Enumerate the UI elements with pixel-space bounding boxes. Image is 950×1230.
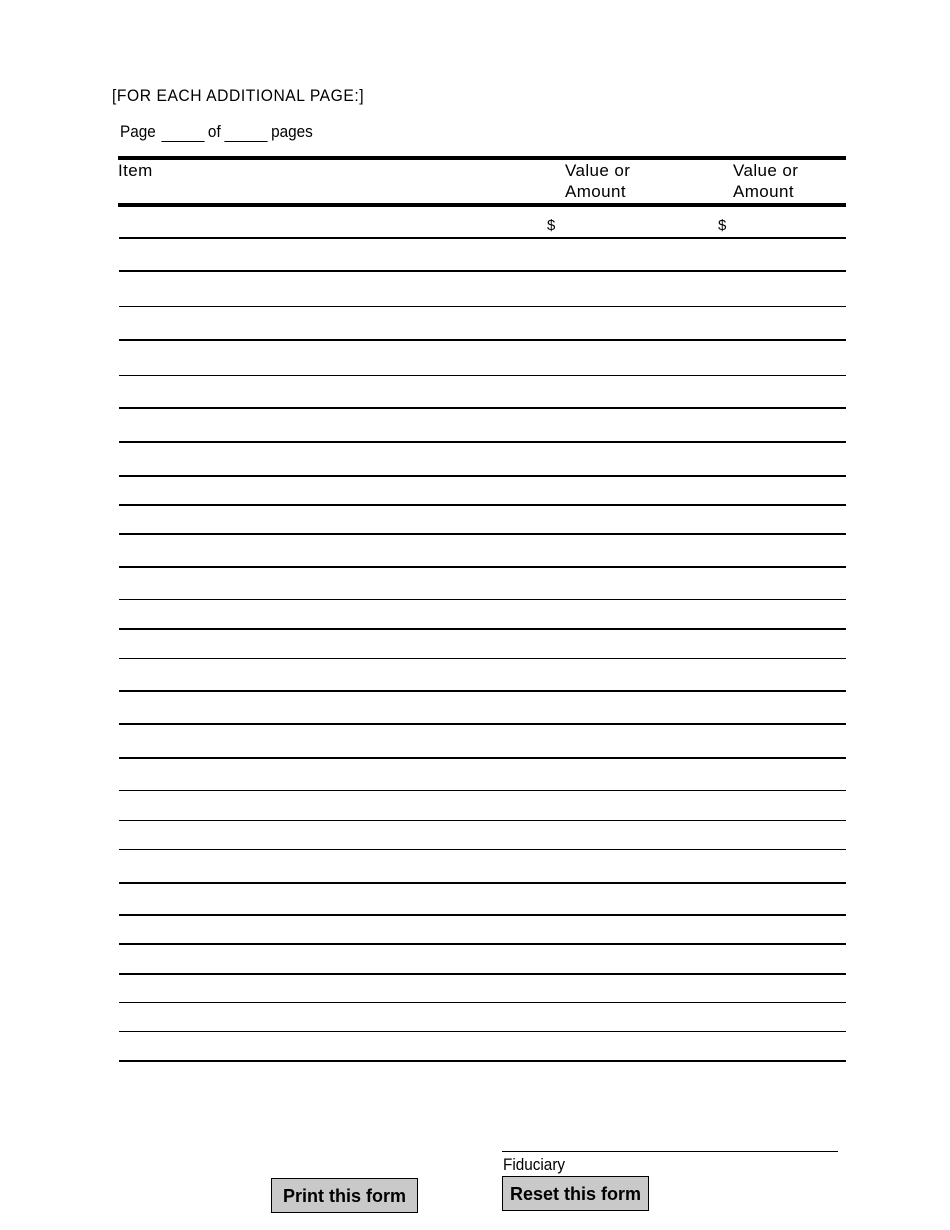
pages-label: pages [271,122,313,141]
column-header-value-2-line2: Amount [733,182,794,201]
signature-line [502,1151,838,1152]
table-row-line [119,306,846,307]
table-row-line [119,441,846,443]
column-header-value-2 [733,160,798,202]
table-row-line [119,1060,846,1062]
table-row-line [119,658,846,659]
page-number-field[interactable] [161,124,204,142]
table-row-line [119,628,846,630]
column-header-value-1 [565,160,630,202]
table-row-line [119,375,846,376]
table-row-line [119,973,846,975]
currency-symbol-1: $ [547,217,556,234]
table-row-line [119,504,846,506]
column-header-value-1-line2: Amount [565,182,626,201]
table-row-line [119,723,846,725]
table-row-line [119,882,846,884]
table-row-line [119,1002,846,1003]
table-row-line [119,339,846,341]
table-row-line [119,849,846,850]
table-row-line [119,943,846,945]
page-label: Page [120,122,156,141]
table-row-line [119,820,846,821]
currency-symbol-2: $ [718,217,727,234]
form-heading: [FOR EACH ADDITIONAL PAGE:] [112,86,365,105]
table-row-line [119,237,846,239]
print-form-button[interactable]: Print this form [271,1178,418,1213]
page-number-line [120,122,313,142]
column-header-item: Item [118,161,153,180]
header-bottom-rule [118,203,846,207]
table-row-line [119,690,846,692]
table-row-line [119,757,846,759]
total-pages-field[interactable] [224,124,267,142]
table-row-line [119,914,846,916]
table-row-line [119,533,846,535]
column-header-value-2-line1: Value or [733,161,799,180]
table-row-line [119,790,846,791]
column-header-value-1-line1: Value or [565,161,631,180]
table-row-line [119,1031,846,1032]
fiduciary-label: Fiduciary [503,1155,566,1174]
table-row-line [119,566,846,568]
of-label: of [207,122,221,141]
table-row-line [119,475,846,477]
table-row-line [119,270,846,272]
reset-form-button[interactable]: Reset this form [502,1176,649,1211]
table-row-line [119,407,846,409]
table-row-line [119,599,846,600]
